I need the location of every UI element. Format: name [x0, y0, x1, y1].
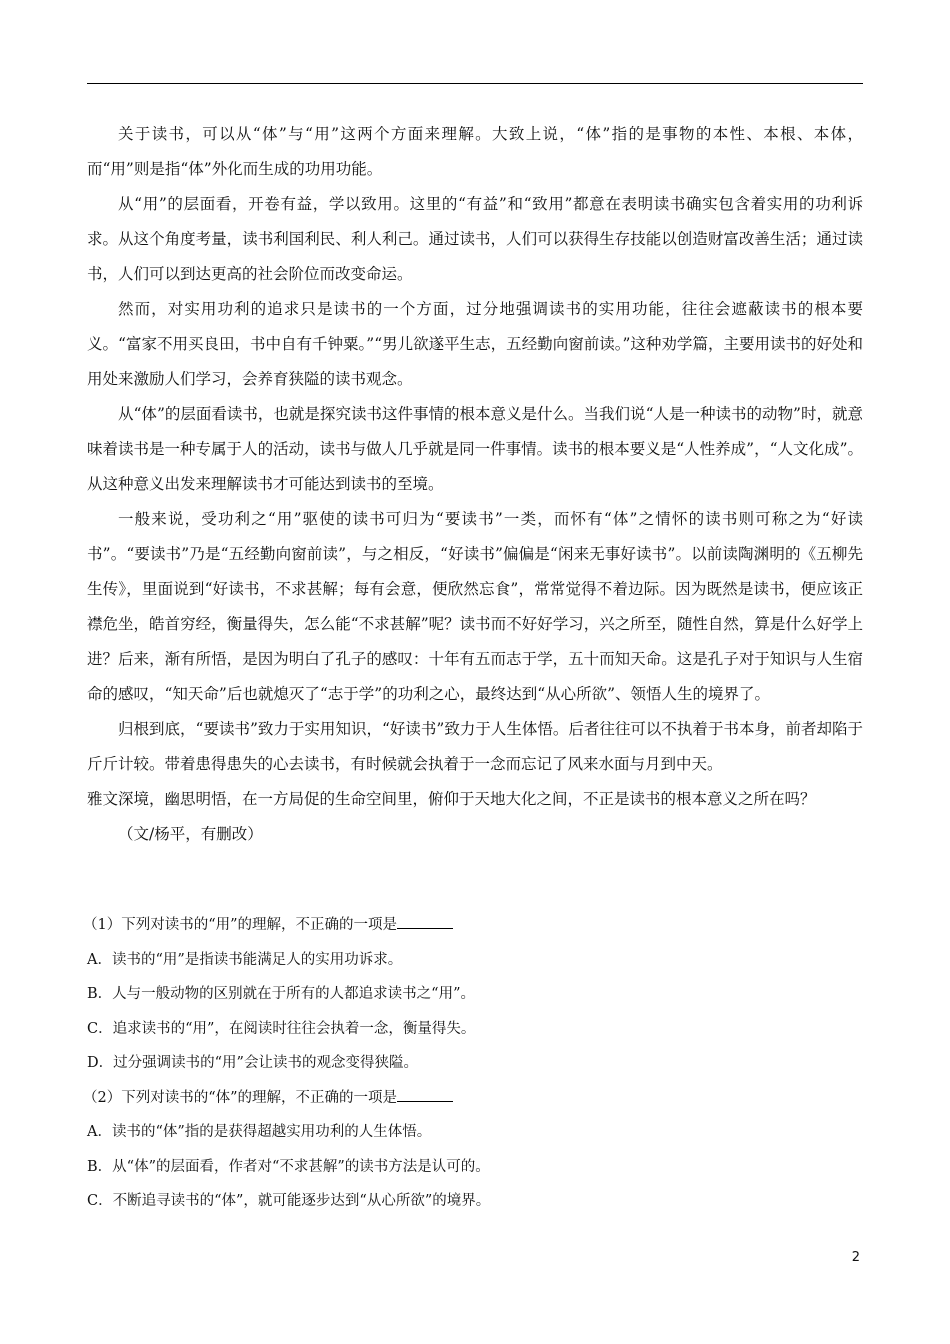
paragraph-4: 从“体”的层面看读书，也就是探究读书这件事情的根本意义是什么。当我们说“人是一种读书的动物”时，就意味着读书是一种专属于人的活动，读书与做人几乎就是同一件事情。读书的根本要义是“人性养成”，“人文化成”。从这种意义出发来理解读书才可能达到读书的至境。 — [87, 405, 863, 493]
article-body — [87, 117, 863, 852]
question-1-option-b: B．人与一般动物的区别就在于所有的人都追求读书之“用”。 — [87, 986, 475, 1002]
paragraph-1: 关于读书，可以从“体”与“用”这两个方面来理解。大致上说，“体”指的是事物的本性、本根、本体，而“用”则是指“体”外化而生成的功用功能。 — [87, 125, 863, 178]
question-1-option-c: C．追求读书的“用”，在阅读时往往会执着一念，衡量得失。 — [87, 1020, 476, 1037]
answer-blank[interactable] — [397, 914, 453, 929]
question-1-title: （1）下列对读书的“用”的理解，不正确的一项是 — [83, 917, 398, 933]
question-2 — [83, 1081, 863, 1219]
paragraph-6: 归根到底，“要读书”致力于实用知识，“好读书”致力于人生体悟。后者往往可以不执着于书本身，前者却陷于斤斤计较。带着患得患失的心去读书，有时候就会执着于一念而忘记了风来水面与月到中天。 — [87, 720, 863, 773]
question-2-title: （2）下列对读书的“体”的理解，不正确的一项是 — [83, 1089, 398, 1106]
question-1-option-a: A．读书的“用”是指读书能满足人的实用功诉求。 — [87, 951, 403, 968]
paragraph-5: 一般来说，受功利之“用”驱使的读书可归为“要读书”一类，而怀有“体”之情怀的读书则可称之为“好读书”。“要读书”乃是“五经勤向窗前读”，与之相反，“好读书”偏偏是“闲来无事好读书”。以前读陶渊明的《五柳先生传》，里面说到“好读书，不求甚解；每有会意，便欣然忘食”，常常觉得不着边际。因为既然是读书，便应该正襟危坐，皓首穷经，衡量得失，怎么能“不求甚解”呢？读书而不好好学习，兴之所至，随性自然，算是什么好学上进？后来，渐有所悟，是因为明白了孔子的感叹：十年有五而志于学，五十而知天命。这是孔子对于知识与人生宿命的感叹，“知天命”后也就熄灭了“志于学”的功利之心，最终达到“从心所欲”、领悟人生的境界了。 — [87, 510, 863, 703]
answer-blank[interactable] — [397, 1087, 453, 1102]
questions-section — [83, 908, 863, 1219]
page-number: 2 — [851, 1250, 860, 1265]
paragraph-7: 雅文深境，幽思明悟，在一方局促的生命空间里，俯仰于天地大化之间，不正是读书的根本意义之所在吗？ — [87, 790, 816, 808]
question-1-option-d: D．过分强调读书的“用”会让读书的观念变得狭隘。 — [87, 1055, 418, 1071]
question-2-option-c: C．不断追寻读书的“体”，就可能逐步达到“从心所欲”的境界。 — [87, 1193, 491, 1209]
question-1 — [83, 908, 863, 1081]
question-2-option-a: A．读书的“体”指的是获得超越实用功利的人生体悟。 — [87, 1124, 432, 1140]
article-source: （文/杨平，有删改） — [118, 825, 263, 843]
header-rule — [87, 83, 863, 84]
paragraph-2: 从“用”的层面看，开卷有益，学以致用。这里的“有益”和“致用”都意在表明读书确实包含着实用的功利诉求。从这个角度考量，读书利国利民、利人利己。通过读书，人们可以获得生存技能以创造财富改善生活；通过读书，人们可以到达更高的社会阶位而改变命运。 — [87, 195, 863, 283]
question-2-option-b: B．从“体”的层面看，作者对“不求甚解”的读书方法是认可的。 — [87, 1158, 490, 1175]
paragraph-3: 然而，对实用功利的追求只是读书的一个方面，过分地强调读书的实用功能，往往会遮蔽读书的根本要义。“富家不用买良田，书中自有千钟粟。”“男儿欲遂平生志，五经勤向窗前读。”这种劝学篇，主要用读书的好处和用处来激励人们学习，会养育狭隘的读书观念。 — [87, 300, 863, 388]
